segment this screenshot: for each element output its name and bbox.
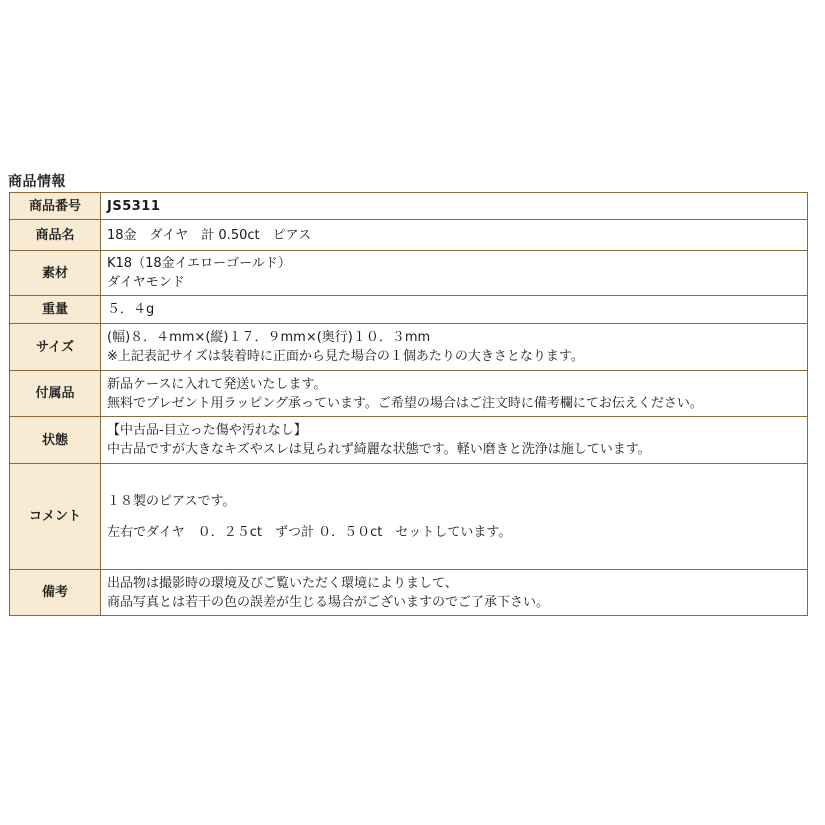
value-item-name: 18金 ダイヤ 計 0.50ct ピアス [101,220,808,251]
label-accessories: 付属品 [10,371,101,417]
notes-line: 商品写真とは若干の色の誤差が生じる場合がございますのでご了承下さい。 [107,594,550,610]
table-row-item-number [10,193,808,220]
label-weight: 重量 [10,296,101,324]
table-row-item-name [10,220,808,251]
comment-line: １８製のピアスです。 [107,493,236,509]
notes-line: 出品物は撮影時の環境及びご覧いただく環境によりまして、 [107,575,458,591]
label-notes: 備考 [10,570,101,616]
table-row-size [10,324,808,371]
value-item-number [101,193,808,220]
label-condition: 状態 [10,417,101,464]
value-notes [101,570,808,616]
value-size [101,324,808,371]
value-weight: ５．４g [101,296,808,324]
item-number-text: JS5311 [107,198,161,214]
value-comment [101,464,808,570]
label-size: サイズ [10,324,101,371]
table-row-material [10,251,808,296]
value-accessories [101,371,808,417]
size-line: (幅)８．４mm×(縦)１７．９mm×(奥行)１０．３mm [107,330,431,345]
material-line: ダイヤモンド [107,275,185,290]
comment-spacer [107,511,803,523]
size-line: ※上記表記サイズは装着時に正面から見た場合の１個あたりの大きさとなります。 [107,349,584,364]
accessories-line: 新品ケースに入れて発送いたします。 [107,376,327,392]
table-row-weight [10,296,808,324]
accessories-line: 無料でプレゼント用ラッピング承っています。ご希望の場合はご注文時に備考欄にてお伝えください。 [107,395,703,411]
condition-line: 【中古品-目立った傷や汚れなし】 [107,423,307,438]
value-condition [101,417,808,464]
product-info-table [9,192,808,616]
value-material [101,251,808,296]
table-row-condition [10,417,808,464]
table-row-accessories [10,371,808,417]
table-row-notes [10,570,808,616]
material-line: K18（18金イエローゴールド） [107,256,291,271]
label-item-name: 商品名 [10,220,101,251]
label-item-number: 商品番号 [10,193,101,220]
condition-line: 中古品ですが大きなキズやスレは見られず綺麗な状態です。軽い磨きと洗浄は施しています。 [107,442,651,457]
label-material: 素材 [10,251,101,296]
table-row-comment [10,464,808,570]
label-comment: コメント [10,464,101,570]
section-title: 商品情報 [8,174,66,190]
comment-line: 左右でダイヤ ０．２５ct ずつ計 ０．５０ct セットしています。 [107,524,512,540]
